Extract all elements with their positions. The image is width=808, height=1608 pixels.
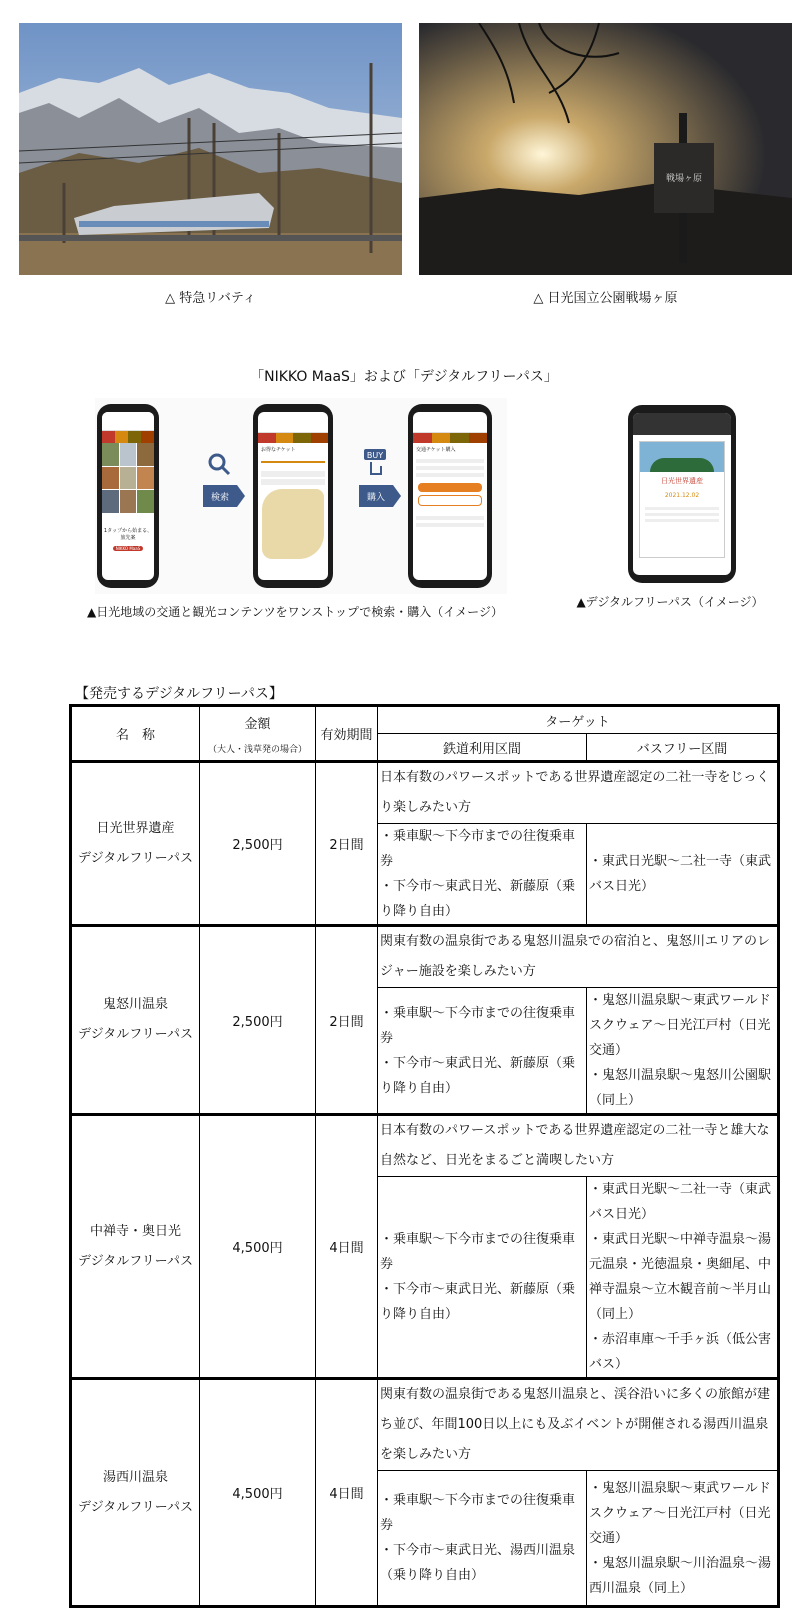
pass-rail [378, 1471, 587, 1607]
left-photo-caption: △ 特急リバティ [165, 291, 256, 306]
rail-line: ・下今市～東武日光、新藤原（乗り降り自由） [380, 1282, 576, 1322]
bus-line: ・鬼怒川温泉駅～川治温泉～湯西川温泉（同上） [589, 1555, 772, 1596]
pass-card-title: 日光世界遺産 [661, 477, 703, 485]
header-rail: 鉄道利用区間 [378, 734, 587, 762]
table-row [71, 762, 779, 824]
pass-name-line1: 日光世界遺産 [96, 820, 175, 836]
pass-name [71, 1379, 200, 1607]
pass-name-line2: デジタルフリーパス [77, 850, 194, 866]
pass-price: 4,500円 [200, 1115, 316, 1379]
limited-express-liberty-photo [19, 23, 402, 275]
pass-name-line2: デジタルフリーパス [77, 1027, 194, 1042]
pass-name-line2: デジタルフリーパス [77, 1499, 194, 1515]
pass-name [71, 1115, 200, 1379]
pass-price: 2,500円 [200, 762, 316, 926]
header-name: 名 称 [71, 706, 200, 762]
table-row [71, 926, 779, 988]
maas-section-title: 「NIKKO MaaS」および「デジタルフリーパス」 [250, 369, 558, 385]
pass-rail [378, 1177, 587, 1379]
rail-line: ・乗車駅～下今市までの往復乗車券 [380, 1493, 576, 1533]
phone-mockup-1 [97, 404, 159, 588]
bus-line: ・鬼怒川温泉駅～鬼怒川公園駅（同上） [589, 1068, 772, 1108]
rail-line: ・乗車駅～下今市までの往復乗車券 [380, 1232, 576, 1272]
bus-line: ・東武日光駅～二社一寺（東武バス日光） [589, 1182, 772, 1222]
pass-period: 4日間 [316, 1379, 378, 1607]
pass-period: 2日間 [316, 926, 378, 1115]
rail-line: ・下今市～東武日光、新藤原（乗り降り自由） [380, 1055, 576, 1096]
pass-name-line2: デジタルフリーパス [77, 1253, 194, 1269]
pass-target: 日本有数のパワースポットである世界遺産認定の二社一寺をじっくり楽しみたい方 [378, 762, 779, 824]
bus-line: ・赤沼車庫～千手ヶ浜（低公害バス） [589, 1332, 772, 1372]
phone-mockup-2 [253, 404, 333, 588]
search-icon [207, 452, 231, 476]
header-target: ターゲット [378, 706, 779, 734]
digital-free-pass-phone [628, 405, 736, 583]
bus-line: ・東武日光駅～中禅寺温泉～湯元温泉・光徳温泉・奥細尾、中禅寺温泉～立木観音前～半月山（同上） [589, 1232, 772, 1322]
bus-line: ・鬼怒川温泉駅～東武ワールドスクウェア～日光江戸村（日光交通） [589, 993, 771, 1058]
header-period: 有効期間 [316, 706, 378, 762]
senjogahara-photo [419, 23, 792, 275]
pass-card-date: 2021.12.02 [664, 492, 700, 499]
buy-hand-icon [363, 448, 389, 478]
buy-icon-text: BUY [366, 451, 384, 460]
pass-bus [587, 1471, 779, 1607]
pass-bus [587, 1177, 779, 1379]
header-bus: バスフリー区間 [587, 734, 779, 762]
pass-bus [587, 824, 779, 926]
search-arrow-label: 検索 [203, 485, 237, 507]
screen1-headline: 1タップから始まる、旅先案 [103, 528, 153, 541]
header-amount-note: （大人・浅草発の場合） [207, 744, 307, 755]
bus-line: ・鬼怒川温泉駅～東武ワールドスクウェア～日光江戸村（日光交通） [589, 1480, 771, 1546]
maas-illustration [95, 398, 507, 594]
buy-arrow-label: 購入 [359, 485, 393, 507]
pass-rail [378, 988, 587, 1115]
pass-caption: ▲デジタルフリーパス（イメージ） [576, 595, 764, 609]
screen3-title: 交通チケット購入 [416, 447, 456, 453]
table-row [71, 1115, 779, 1177]
pass-period: 4日間 [316, 1115, 378, 1379]
screen2-title: お得なチケット [261, 447, 296, 453]
bus-line: ・東武日光駅～二社一寺（東武バス日光） [589, 854, 772, 894]
pass-target: 関東有数の温泉街である鬼怒川温泉での宿泊と、鬼怒川エリアのレジャー施設を楽しみたい方 [378, 926, 779, 988]
pass-name-line1: 湯西川温泉 [102, 1469, 168, 1485]
screen1-button[interactable]: NIKKO MaaS [113, 546, 143, 551]
maas-caption: ▲日光地域の交通と観光コンテンツをワンストップで検索・購入（イメージ） [87, 605, 503, 619]
pass-bus [587, 988, 779, 1115]
pass-price: 2,500円 [200, 926, 316, 1115]
pass-target: 関東有数の温泉街である鬼怒川温泉と、渓谷沿いに多くの旅館が建ち並び、年間100日以上にも及ぶイベントが開催される湯西川温泉を楽しみたい方 [378, 1379, 779, 1471]
pass-name-line1: 中禅寺・奥日光 [89, 1223, 181, 1239]
sign-text: 戦場ヶ原 [665, 174, 703, 184]
pass-name-line1: 鬼怒川温泉 [102, 997, 168, 1012]
digital-free-pass-table [69, 704, 780, 1608]
pass-target: 日本有数のパワースポットである世界遺産認定の二社一寺と雄大な自然など、日光をまるごと満喫したい方 [378, 1115, 779, 1177]
rail-line: ・下今市～東武日光、新藤原（乗り降り自由） [380, 879, 576, 919]
table-section-title: 【発売するデジタルフリーパス】 [75, 686, 283, 702]
pass-name [71, 762, 200, 926]
header-amount [200, 706, 316, 762]
rail-line: ・下今市～東武日光、湯西川温泉（乗り降り自由） [380, 1543, 576, 1583]
phone-mockup-3 [408, 404, 492, 588]
pass-rail [378, 824, 587, 926]
header-amount-label: 金額 [244, 716, 271, 732]
pass-price: 4,500円 [200, 1379, 316, 1607]
right-photo-caption: △ 日光国立公園戦場ヶ原 [533, 291, 678, 306]
rail-line: ・乗車駅～下今市までの往復乗車券 [380, 1005, 576, 1046]
table-row [71, 1379, 779, 1471]
pass-period: 2日間 [316, 762, 378, 926]
rail-line: ・乗車駅～下今市までの往復乗車券 [380, 829, 576, 869]
pass-name [71, 926, 200, 1115]
